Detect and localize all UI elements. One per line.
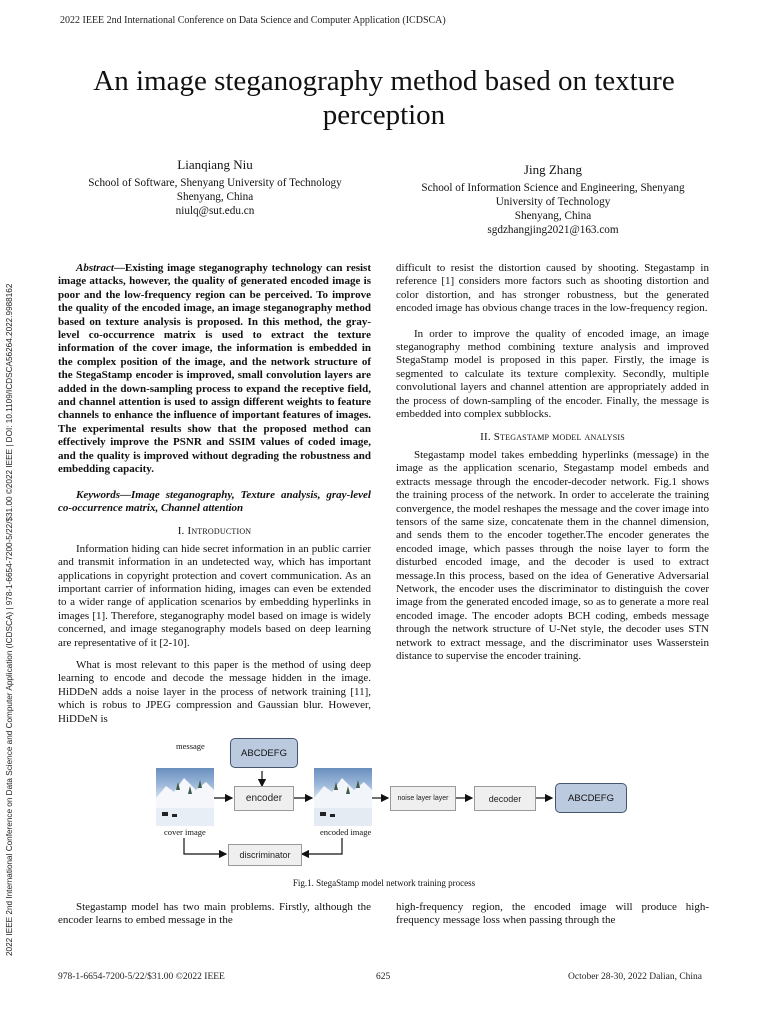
intro-paragraph-2: What is most relevant to this paper is the method of using deep learning to encode and decode the message hidden in the image. HiDDeN adds a noise layer in the process of network training [11], which is robus to JPEG compression and Gaussian blur. However, HiDDeN is bbox=[58, 658, 371, 725]
discriminator-box: discriminator bbox=[228, 844, 302, 866]
section2-paragraph-1: Stegastamp model takes embedding hyperlinks (message) in the image as the application scenario, Stegastamp model embeds and extracts message through the encoder-decoder network. Fig.1 shows the training process of the network. In order to accelerate the training convergence, the model reshapes the message and the cover image into tensors of the same size, concatenate them in the channel dimension, and sends them to the encoder together.The encoder generates the encoded image, which passes through the noise layer to form the disturbed encoded image, and the decoder is used to extract message.In this process, based on the idea of Generative Adversarial Network, the encoder uses the discriminator to distinguish the cover image from the generated encoded image, so as to generate a more real encoded image. The encoder adopts BCH coding, embeds message through the network structure of U-Net style, the decoder uses STN network to extract message, and the discriminator uses Wasserstein distance to supervise the encoder training. bbox=[396, 448, 709, 662]
author-email: niulq@sut.edu.cn bbox=[175, 205, 255, 217]
abstract bbox=[58, 262, 371, 477]
footer-page-number: 625 bbox=[376, 972, 391, 982]
author-affiliation: School of Software, Shenyang University of Technology bbox=[88, 177, 342, 189]
author-location: Shenyang, China bbox=[176, 191, 254, 203]
encoded-image bbox=[314, 768, 372, 826]
bottom-right-paragraph bbox=[396, 901, 709, 928]
keywords-text: —Image steganography, Texture analysis, gray-level co-occurrence matrix, Channel attention bbox=[58, 488, 371, 514]
section-heading-stegastamp: II. Stegastamp model analysis bbox=[480, 431, 625, 444]
footer-isbn: 978-1-6654-7200-5/22/$31.00 ©2022 IEEE bbox=[58, 972, 225, 982]
footer-date-place: October 28-30, 2022 Dalian, China bbox=[568, 972, 703, 982]
author-name: Jing Zhang bbox=[523, 162, 583, 177]
bottom-left-paragraph bbox=[58, 901, 371, 928]
author-block-1 bbox=[60, 157, 370, 218]
right-paragraph-1: difficult to resist the distortion caused by shooting. Stegastamp in reference [1] considers more factors such as shooting distortion and color distortion, and has stronger robustness, but the generated encoded image has obvious change traces in the low-frequency region. bbox=[396, 262, 709, 315]
author-location: Shenyang, China bbox=[514, 210, 592, 222]
keywords bbox=[58, 489, 371, 516]
right-paragraph-2: In order to improve the quality of encoded image, an image steganography method combining texture analysis and improved StegaStamp model is proposed in this paper. Firstly, the image is segmented to calculate its texture complexity. Secondly, multiple convolutional layers and channel attention are appropriately added in the process of down-sampling of the encoder. Finally, the message is embedded into complex subblocks. bbox=[396, 327, 709, 421]
left-column bbox=[58, 262, 371, 726]
keywords-label: Keywords bbox=[76, 488, 120, 501]
right-column bbox=[396, 262, 709, 663]
conference-header: 2022 IEEE 2nd International Conference on Data Science and Computer Application (ICDSCA) bbox=[60, 15, 446, 26]
arrow-encoded-to-discriminator bbox=[302, 838, 342, 854]
cover-image bbox=[156, 768, 214, 826]
figure-1 bbox=[150, 738, 640, 880]
output-message-box: ABCDEFG bbox=[555, 783, 627, 813]
bottom-right-text: high-frequency region, the encoded image will produce high-frequency message loss when passing through the bbox=[396, 901, 709, 927]
cover-image-scene bbox=[156, 768, 214, 826]
message-label: message bbox=[176, 741, 205, 751]
side-margin-citation: 2022 IEEE 2nd International Conference on Data Science and Computer Application (ICDSCA) | 978-1-6654-7200-5/22/$31.00 ©2022 IEEE | DOI: 10.1109/ICDSCA56264.2022.9988162 bbox=[5, 283, 14, 956]
decoder-box: decoder bbox=[474, 786, 536, 811]
encoded-image-label: encoded image bbox=[320, 827, 372, 837]
author-affiliation: School of Information Science and Engineering, Shenyang University of Technology bbox=[421, 182, 685, 208]
section-heading-introduction: I. Introduction bbox=[177, 525, 252, 538]
abstract-text: —Existing image steganography technology can resist image attacks, however, the quality of generated encoded image is poor and the low-frequency region can be perceived. To improve the quality of the encoded image, an image steganography method based on texture analysis is proposed. In this method, the gray-level co-occurrence matrix is used to extract the texture information of the cover image, the information is embedded in the complex position of the image, and the network structure of the StegaStamp encoder is improved, small convolution layers are added in the down-sampling process to expand the receptive field, and channel attention is used to assign different weights to feature channels to enhance the influence of important features of images. The experimental results show that the proposed method can effectively improve the PSNR and SSIM values of coded image, and the quality is improved without degrading the robustness and embedding capacity. bbox=[58, 262, 371, 476]
intro-paragraph-1: Information hiding can hide secret information in an public carrier and transmit information in an undetected way, which has important applications in copyright protection and covert communication. As an important carrier of information hiding, images can even be extended to a wider range of application scenarios by embedding hyperlinks in images [1]. Therefore, steganography model based on image is widely concerned, and image steganography models based on deep learning are representative of it [2-10]. bbox=[58, 542, 371, 649]
bottom-left-text: Stegastamp model has two main problems. Firstly, although the encoder learns to embed message in the bbox=[58, 901, 371, 927]
cover-image-label: cover image bbox=[164, 827, 206, 837]
message-box: ABCDEFG bbox=[230, 738, 298, 768]
author-email: sgdzhangjing2021@163.com bbox=[487, 224, 619, 236]
figure-caption: Fig.1. StegaStamp model network training process bbox=[292, 878, 476, 888]
abstract-label: Abstract bbox=[76, 262, 114, 274]
arrow-cover-to-discriminator bbox=[184, 838, 226, 854]
noise-layer-box: noise layer layer bbox=[390, 786, 456, 811]
encoder-box: encoder bbox=[234, 786, 294, 811]
author-block-2 bbox=[398, 162, 708, 237]
encoded-image-scene bbox=[314, 768, 372, 826]
author-name: Lianqiang Niu bbox=[177, 157, 253, 172]
paper-title: An image steganography method based on texture perception bbox=[93, 65, 675, 131]
